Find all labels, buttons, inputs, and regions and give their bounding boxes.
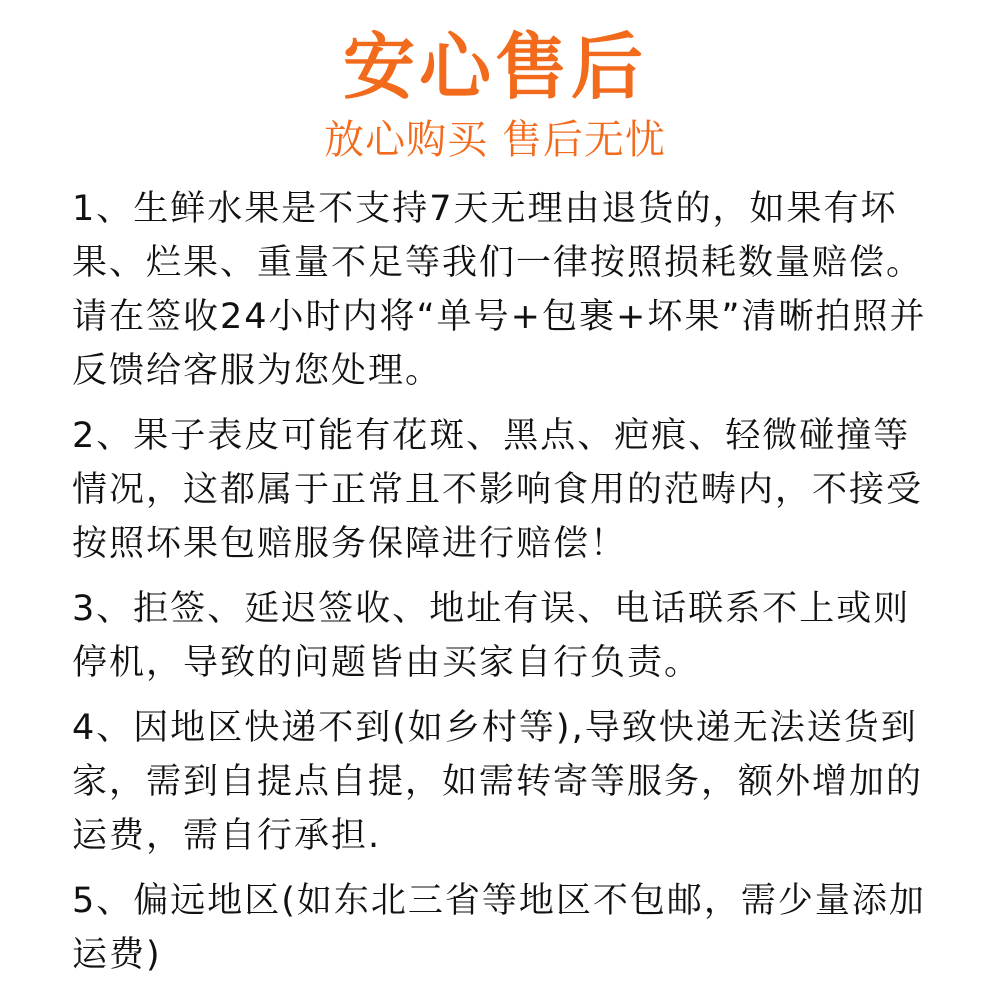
policy-item-2: 2、果子表皮可能有花斑、黑点、疤痕、轻微碰撞等情况，这都属于正常且不影响食用的范畴内，不接受按照坏果包赔服务保障进行赔偿！ bbox=[72, 416, 924, 564]
page-title: 安心售后 bbox=[342, 25, 647, 109]
policy-item-5: 5、偏远地区(如东北三省等地区不包邮，需少量添加运费) bbox=[72, 881, 926, 975]
policy-item-1: 1、生鲜水果是不支持7天无理由退货的，如果有坏果、烂果、重量不足等我们一律按照损耗数量赔偿。请在签收24小时内将“单号+包裹+坏果”清晰拍照并反馈给客服为您处理。 bbox=[72, 189, 927, 391]
policy-item-3: 3、拒签、延迟签收、地址有误、电话联系不上或则停机，导致的问题皆由买家自行负责。 bbox=[72, 589, 911, 683]
page-subtitle: 放心购买 售后无忧 bbox=[324, 117, 666, 163]
policy-item-4: 4、因地区快递不到(如乡村等),导致快递无法送货到家，需到自提点自提，如需转寄等服务，额外增加的运费，需自行承担. bbox=[72, 708, 924, 856]
policy-list bbox=[72, 182, 932, 993]
